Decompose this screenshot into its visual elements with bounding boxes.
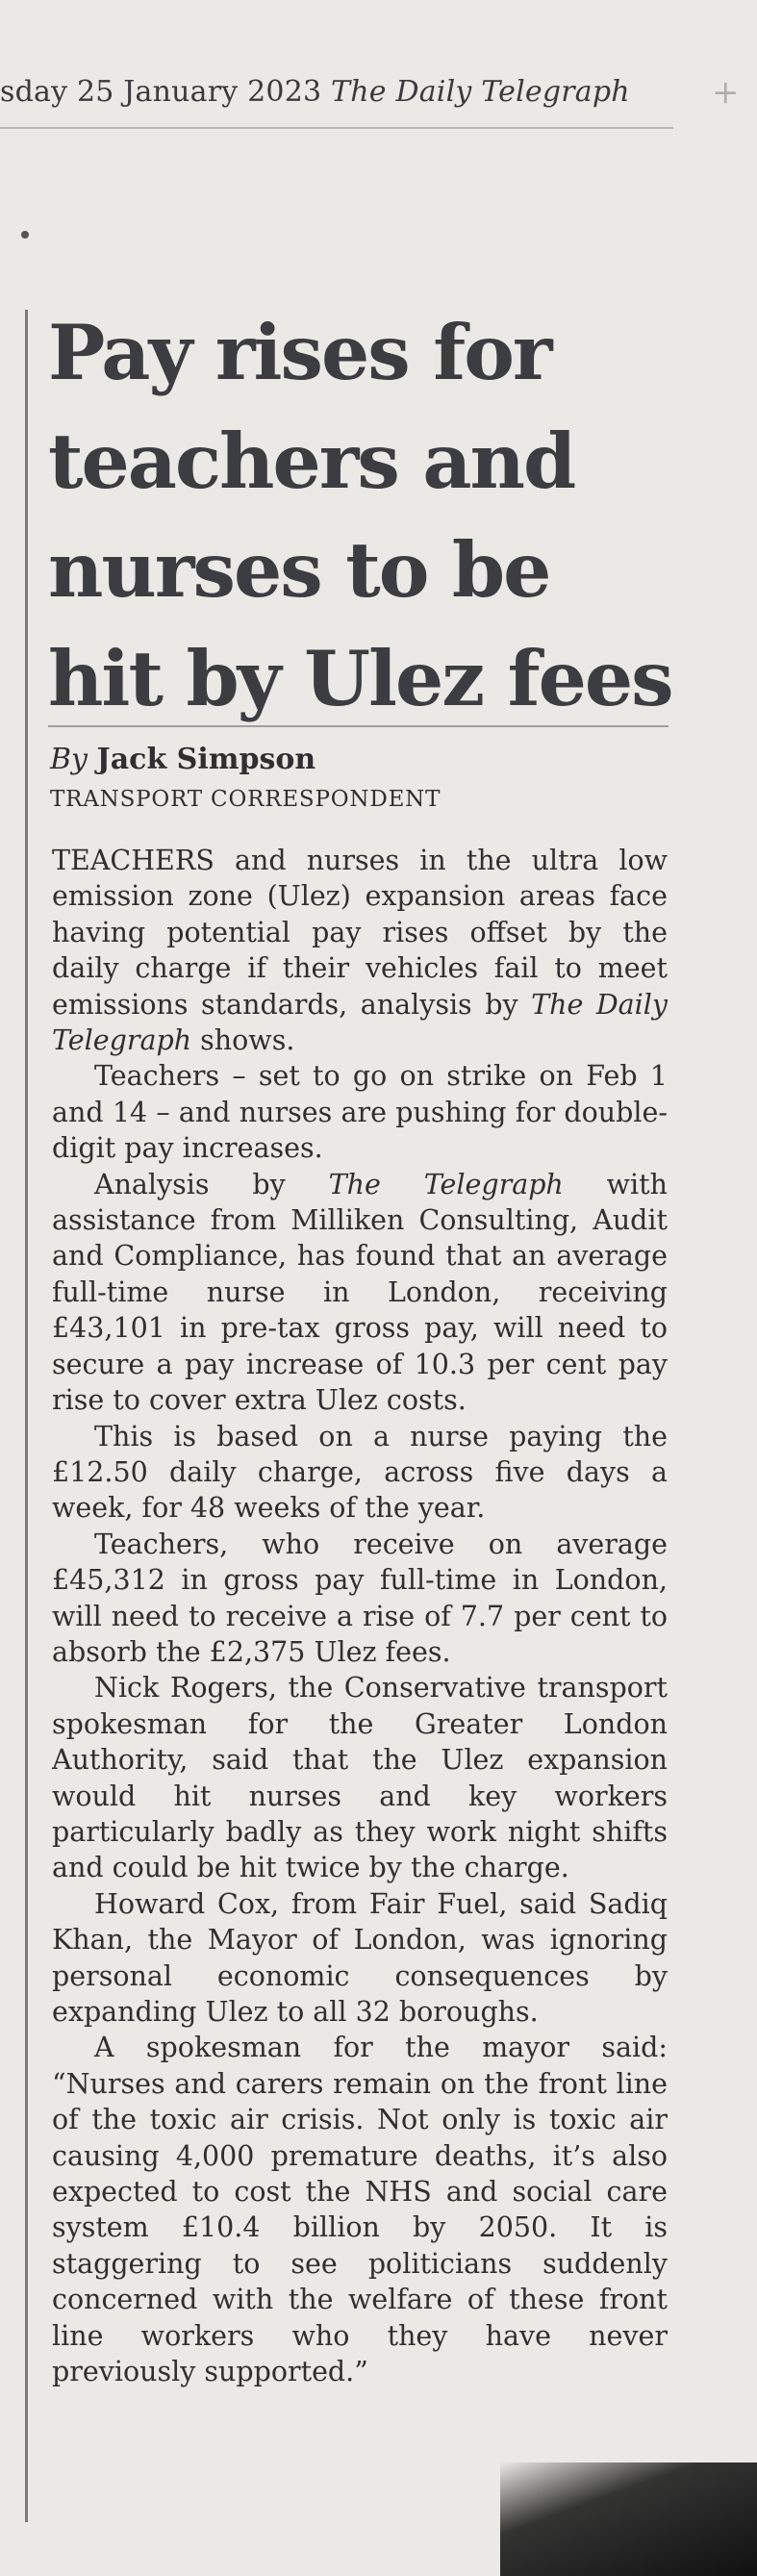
issue-date: sday 25 January 2023 (0, 75, 322, 109)
paragraph: Analysis by The Telegraph with assistance from Milliken Consulting, Audit and Compliance, has found that an average full-time nurse in London, receiving £43,101 in pre-tax gross pay, will need to secure a pay increase of 10.3 per cent pay rise to cover extra Ulez costs. (52, 1168, 668, 1417)
byline (50, 743, 315, 776)
headline-line: hit by Ulez fees (48, 634, 672, 723)
column-rule (25, 310, 28, 2522)
paragraph: TEACHERS and nurses in the ultra low emission zone (Ulez) expansion areas face having potential pay rises offset by the daily charge if their vehicles fail to meet emissions standards, analysis by The Daily Telegraph shows. (52, 845, 668, 1057)
scan-shadow (500, 2462, 757, 2576)
ink-dot (21, 231, 29, 239)
paragraph: A spokesman for the mayor said: “Nurses and carers remain on the front line of the toxic air crisis. Not only is toxic air causing 4,000 premature deaths, it’s also expected to cost the NHS and social care system £10.4 billion by 2050. It is staggering to see politicians suddenly concerned with the welfare of these front line workers who they have never previously supported.” (52, 2032, 668, 2388)
article-body (52, 843, 668, 2389)
paragraph: Nick Rogers, the Conservative transport spokesman for the Greater London Authority, said that the Ulez expansion would hit nurses and key workers particularly badly as they work night shifts and could be hit twice by the charge. (52, 1672, 668, 1884)
paragraph: Howard Cox, from Fair Fuel, said Sadiq Khan, the Mayor of London, was ignoring personal economic consequences by expanding Ulez to all 32 boroughs. (52, 1887, 668, 2028)
author-role: TRANSPORT CORRESPONDENT (50, 787, 442, 812)
header-rule (0, 127, 673, 129)
registration-mark-icon: + (712, 73, 740, 112)
headline-line: teachers and (48, 417, 575, 506)
byline-rule (48, 725, 669, 727)
paragraph: Teachers – set to go on strike on Feb 1 and 14 – and nurses are pushing for double-digit pay increases. (52, 1060, 668, 1165)
author-name: Jack Simpson (96, 743, 316, 776)
dateline (0, 75, 693, 109)
paper-name: The Daily Telegraph (331, 75, 630, 109)
byline-prefix: By (50, 743, 88, 776)
headline-line: Pay rises for (48, 308, 551, 397)
headline (48, 298, 712, 733)
paragraph: Teachers, who receive on average £45,312 in gross pay full-time in London, will need to receive a rise of 7.7 per cent to absorb the £2,375 Ulez fees. (52, 1528, 668, 1668)
headline-line: nurses to be (48, 525, 550, 615)
paragraph: This is based on a nurse paying the £12.50 daily charge, across five days a week, for 48 weeks of the year. (52, 1420, 668, 1525)
